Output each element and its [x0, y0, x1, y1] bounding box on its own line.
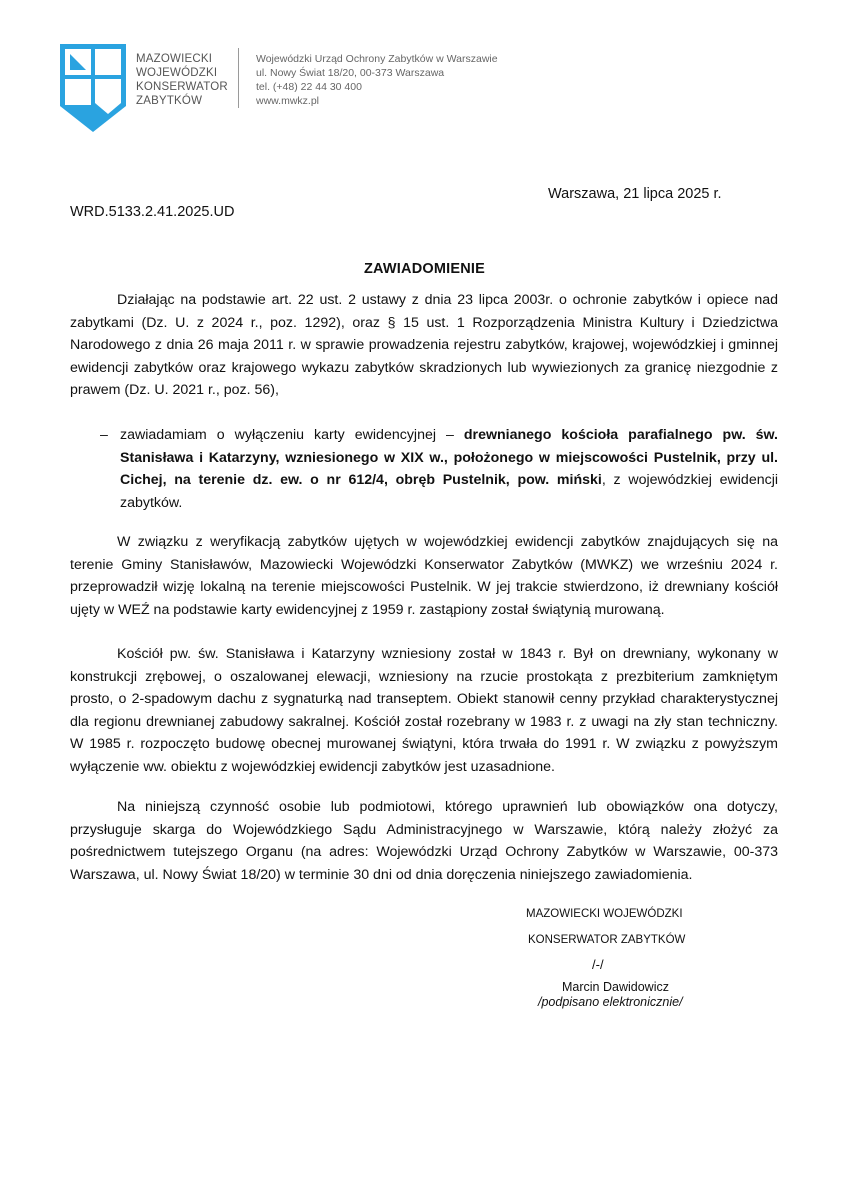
paragraph-history: Kościół pw. św. Stanisława i Katarzyny wzniesiony został w 1843 r. Był on drewniany, wykonany w konstrukcji zrębowej, o oszalowanej elewacji, wzniesiony na rzucie prostokąta z prezbiterium zamkniętym prosto, o 2-spadowym dachu z sygnaturką nad transeptem. Obiekt stanowił cenny przykład charakterystycznej dla regionu drewnianej zabudowy sakralnej. Kościół został rozebrany w 1983 r. z uwagi na zły stan techniczny. W 1985 r. rozpoczęto budowę obecnej murowanej świątyni, która trwała do 1991 r. W związku z powyższym wyłączenie ww. obiektu z wojewódzkiej ewidencji zabytków jest uzasadnione.	[70, 646, 778, 775]
office-website: www.mwkz.pl	[256, 95, 320, 107]
bullet-dash: –	[100, 427, 108, 443]
office-contact	[256, 52, 498, 108]
signature-mark: /-/	[592, 957, 604, 972]
org-name-line: MAZOWIECKI	[136, 53, 213, 65]
paragraph-verification: W związku z weryfikacją zabytków ujętych w wojewódzkiej ewidencji zabytków znajdujących się na terenie Gminy Stanisławów, Mazowiecki Wojewódzki Konserwator Zabytków (MWKZ) we wrześniu 2024 r. przeprowadził wizję lokalną na terenie miejscowości Pustelnik. W jej trakcie stwierdzono, iż drewniany kościół ujęty w WEŹ na podstawie karty ewidencyjnej z 1959 r. zastąpiony został świątynią murowaną.	[70, 534, 778, 618]
org-name-line: KONSERWATOR	[136, 81, 228, 93]
office-phone: tel. (+48) 22 44 30 400	[256, 81, 362, 93]
paragraph-legal-basis: Działając na podstawie art. 22 ust. 2 ustawy z dnia 23 lipca 2003r. o ochronie zabytków i opiece nad zabytkami (Dz. U. z 2024 r., poz. 1292), oraz § 15 ust. 1 Rozporządzenia Ministra Kultury i Dziedzictwa Narodowego z dnia 26 maja 2011 r. w sprawie prowadzenia rejestru zabytków, krajowej, wojewódzkiej i gminnej ewidencji zabytków oraz krajowego wykazu zabytków skradzionych lub wywiezionych za granicę niezgodnie z prawem (Dz. U. 2021 r., poz. 56),	[70, 292, 778, 398]
case-reference: WRD.5133.2.41.2025.UD	[70, 204, 235, 220]
office-address: ul. Nowy Świat 18/20, 00-373 Warszawa	[256, 67, 445, 79]
bullet-text	[120, 424, 778, 514]
place-date: Warszawa, 21 lipca 2025 r.	[548, 186, 722, 202]
signature-title-line-1: MAZOWIECKI WOJEWÓDZKI	[526, 908, 683, 920]
org-name-line: WOJEWÓDZKI	[136, 67, 218, 79]
bullet-item	[70, 424, 778, 514]
bullet-tail: , z wojewódzkiej ewidencji zabytków.	[120, 472, 778, 511]
org-name-line: ZABYTKÓW	[136, 95, 203, 107]
office-name: Wojewódzki Urząd Ochrony Zabytków w Warszawie	[256, 53, 498, 65]
mwkz-logo-icon	[60, 44, 126, 132]
organization-name	[136, 52, 228, 108]
signature-title-line-2: KONSERWATOR ZABYTKÓW	[528, 934, 686, 946]
document-title: ZAWIADOMIENIE	[363, 261, 485, 277]
header-divider	[238, 48, 239, 108]
electronic-signature-note: /podpisano elektronicznie/	[538, 995, 683, 1009]
signatory-name: Marcin Dawidowicz	[562, 980, 669, 994]
bullet-lead: zawiadamiam o wyłączeniu karty ewidencyjnej –	[120, 427, 464, 443]
bullet-bold: drewnianego kościoła parafialnego pw. św. Stanisława i Katarzyny, wzniesionego w XIX w., położonego w miejscowości Pustelnik, przy ul. Cichej, na terenie dz. ew. o nr 612/4, obręb Pustelnik, pow. miński	[120, 427, 778, 488]
paragraph-appeal: Na niniejszą czynność osobie lub podmiotowi, którego uprawnień lub obowiązków ona dotyczy, przysługuje skarga do Wojewódzkiego Sądu Administracyjnego w Warszawie, którą należy złożyć za pośrednictwem tutejszego Organu (na adres: Wojewódzki Urząd Ochrony Zabytków w Warszawie, 00-373 Warszawa, ul. Nowy Świat 18/20) w terminie 30 dni od dnia doręczenia niniejszego zawiadomienia.	[70, 799, 778, 883]
